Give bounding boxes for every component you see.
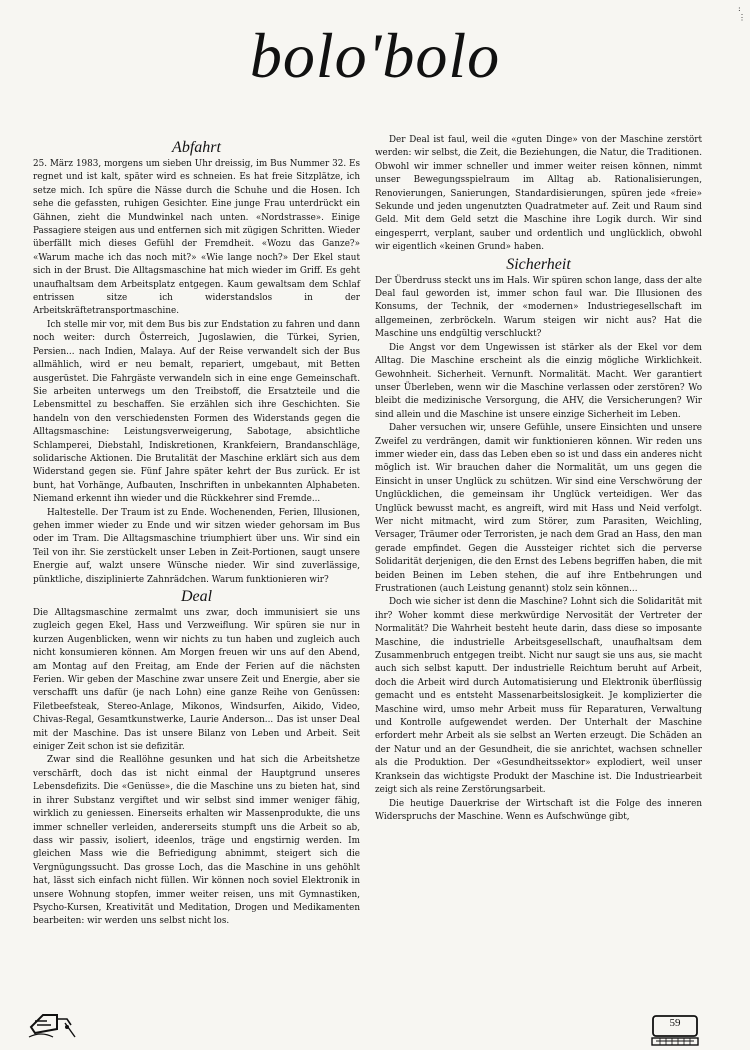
page-title: bolo'bolo [249, 20, 501, 91]
deal-paragraph-2: Zwar sind die Reallöhne gesunken und hat sich die Arbeitshetze verschärft, doch das ist nicht einmal der Hauptgrund unseres Lebensdefizits. Die «Genüsse», die die Maschine uns zu bieten hat, sind in ihrer Substanz vergiftet und wir selbst sind immer weniger fähig, wirklich zu geniessen. Einerseits erhalten wir Massenprodukte, die uns immer schneller verleiden, andererseits stumpft uns die Arbeit so ab, dass wir passiv, isoliert, ideenlos, träge und engstirnig werden. Im gleichen Mass wie die Befriedigung abnimmt, steigert sich die Vergnügungssucht. Das grosse Loch, das die Maschine in uns gehöhlt hat, lässt sich einfach nicht füllen. Wir können noch soviel Elektronik in unsere Wohnung stopfen, immer weiter reisen, uns mit Gymnastiken, Psycho-Kursen, Kreativität und Meditation, Drogen und Medikamenten bearbeiten: wir werden uns selbst nicht los. [33, 755, 360, 927]
heading-deal: Deal [180, 588, 213, 605]
sicherheit-paragraph-3: Daher versuchen wir, unsere Gefühle, unsere Einsichten und unsere Zweifel zu verdrängen, damit wir funktionieren können. Wir reden uns immer wieder ein, dass das Leben eben so ist und dass ein anderes nicht möglich ist. Wir brauchen daher die Normalität, um uns gegen die Einsicht in unser Unglück zu schützen. Wir sind eine Verschwörung der Unglücklichen, die gemeinsam ihr Unglück verteidigen. Wer das Unglück bewusst macht, es angreift, wird mit Hass und Neid verfolgt. Wer nicht mitmacht, wird zum Störer, zum Parasiten, Weichling, Versager, Träumer oder Terroristen, je nach dem Grad an Hass, den man gerade empfindet. Gegen die Aussteiger richtet sich die perverse Solidarität derjenigen, die den Ernst des Lebens begriffen haben, die mit beiden Beinen im Leben stehen, die auf ihre Entbehrungen und Frustrationen (auch Leistung genannt) stolz sein können... [375, 423, 702, 594]
deal-paragraph-3: Der Deal ist faul, weil die «guten Dinge» von der Maschine zerstört werden: wir selbst, die Zeit, die Beziehungen, die Natur, die Traditionen. Obwohl wir immer schneller und immer weiter reisen können, nimmt unser Bewegungsspielraum im Alltag ab. Rationalisierungen, Renovierungen, Sanierungen, Standardisierungen, spüren jede «freie» Sekunde und jeden ungenutzten Quadratmeter auf. Zeit und Raum sind Geld. Mit dem Geld setzt die Maschine ihre Logik durch. Wir sind eingesperrt, verplant, sauber und ordentlich und unglücklich, obwohl wir eigentlich «keinen Grund» haben. [375, 135, 702, 253]
page-number: 59 [669, 1017, 681, 1029]
abfahrt-paragraph-3: Haltestelle. Der Traum ist zu Ende. Wochenenden, Ferien, Illusionen, gehen immer wieder zu Ende und wir sitzen wieder gehorsam im Bus oder im Tram. Die Alltagsmaschine triumphiert über uns. Wir sind ein Teil von ihr. Sie zerstückelt unser Leben in Zeit-Portionen, saugt unsere Energie auf, walzt unsere Wünsche nieder. Wir sind zuverlässige, pünktliche, disziplinierte Zahnrädchen. Warum funktionieren wir? [33, 507, 360, 585]
deal-paragraph-1: Die Alltagsmaschine zermalmt uns zwar, doch immunisiert sie uns zugleich gegen Ekel, Hass und Verzweiflung. Wir spüren sie nur in kurzen Augenblicken, wenn wir nichts zu tun haben und zugleich auch nicht konsumieren können. Am Morgen freuen wir uns auf den Abend, am Montag auf den Freitag, am Ende der Ferien auf die nächsten Ferien. Wir geben der Maschine zwar unsere Zeit und Energie, aber sie verschafft uns dafür (je nach Lohn) eine ganze Reihe von Genüssen: Filetbeefsteak, Stereo-Anlage, Mikonos, Windsurfen, Aikido, Video, Chivas-Regal, Gesamtkunstwerke, Laurie Anderson... Das ist unser Deal mit der Maschine. Das ist unsere Bilanz von Leben und Arbeit. Seit einiger Zeit schon ist sie defizitär. [33, 608, 360, 753]
left-column [33, 138, 360, 929]
margin-marker: : ⋮ [738, 4, 746, 22]
heading-sicherheit: Sicherheit [506, 255, 571, 273]
machine-logo-icon [27, 1007, 79, 1041]
sicherheit-paragraph-4: Doch wie sicher ist denn die Maschine? Lohnt sich die Solidarität mit ihr? Woher kommt diese merkwürdige Nervosität der Vertreter der Normalität? Die Wahrheit besteht heute darin, dass diese so imposante Maschine, die industrielle Arbeitsgesellschaft, unaufhaltsam dem Zusammenbruch entgegen treibt. Nicht nur saugt sie uns aus, sie macht auch sich selbst kaputt. Der industrielle Reichtum beruht auf Arbeit, doch die Arbeit wird durch Automatisierung und Elektronik überflüssig gemacht und es entsteht Massenarbeitslosigkeit. Je komplizierter die Maschine wird, umso mehr Arbeit muss für Reparaturen, Verwaltung und Kontrolle aufgewendet werden. Der Unterhalt der Maschine erfordert mehr Arbeit als sie selbst an Werten erzeugt. Die Schäden an der Natur und an der Gesundheit, die sie anrichtet, wachsen schneller als die Produktion. Der «Gesundheitssektor» explodiert, weil unser Kranksein das wichtigste Produkt der Maschine ist. Die Industriearbeit zeigt sich als reine Zerstörungsarbeit. [375, 597, 702, 796]
right-column [375, 134, 702, 824]
sicherheit-paragraph-2: Die Angst vor dem Ungewissen ist stärker als der Ekel vor dem Alltag. Die Maschine erscheint als die einzig mögliche Wirklichkeit. Gewohnheit. Sicherheit. Vernunft. Normalität. Macht. Wer garantiert unser Überleben, wenn wir die Maschine verlassen oder zerstören? Wo bleibt die medizinische Versorgung, die AHV, die Versicherungen? Wir sind allein und die Maschine ist unsere einzige Sicherheit im Leben. [375, 342, 702, 420]
sicherheit-paragraph-5: Die heutige Dauerkrise der Wirtschaft ist die Folge des inneren Widerspruchs der Maschine. Wenn es Aufschwünge gibt, [375, 798, 702, 822]
sicherheit-paragraph-1: Der Überdruss steckt uns im Hals. Wir spüren schon lange, dass der alte Deal faul geworden ist, immer schon faul war. Die Illusionen des Konsums, der Technik, der «modernen» Industriegesellschaft im allgemeinen, zerbröckeln. Warum steigen wir nicht aus? Hat die Maschine uns endgültig verschluckt? [375, 275, 702, 340]
heading-abfahrt: Abfahrt [172, 139, 221, 156]
abfahrt-paragraph-1: 25. März 1983, morgens um sieben Uhr dreissig, im Bus Nummer 32. Es regnet und ist kalt, später wird es schneien. Es hat freie Sitzplätze, ich setze mich. Ich spüre die Nässe durch die Schuhe und die Hosen. Ich sehe die gefassten, ruhigen Gesichter. Eine junge Frau unterdrückt ein Gähnen, zieht die Mundwinkel nach unten. «Nordstrasse». Einige Passagiere steigen aus und entfernen sich mit zügigen Schritten. Wieder überfällt mich dieses Gefühl der Fremdheit. «Wozu das Ganze?» «Warum mache ich das noch mit?» «Wie lange noch?» Der Ekel staut sich in der Brust. Die Alltagsmaschine hat mich wieder im Griff. Es geht unaufhaltsam dem Arbeitsplatz entgegen. Kaum gewaltsam dem Schlaf entrissen sitze ich widerstandslos in der Arbeitskräftetransportmaschine. [33, 159, 360, 317]
abfahrt-paragraph-2: Ich stelle mir vor, mit dem Bus bis zur Endstation zu fahren und dann noch weiter: durch Österreich, Jugoslawien, die Türkei, Syrien, Persien... nach Indien, Malaya. Auf der Reise verwandelt sich der Bus allmählich, wird er neu bemalt, repariert, umgebaut, mit Betten ausgerüstet. Die Fahrgäste verwandeln sich in eine enge Gemeinschaft. Sie arbeiten unterwegs um den Treibstoff, die Ersatzteile und die Lebensmittel zu beschaffen. Sie erzählen sich ihre Geschichten. Sie handeln von den verschiedensten Formen des Widerstands gegen die Alltagsmaschine: Leistungsverweigerung, Sabotage, absichtliche Schlamperei, Diebstahl, Indiskretionen, Krankfeiern, Brandanschläge, solidarische Aktionen. Die Brutalität der Maschine erklärt sich aus dem Widerstand gegen sie. Fünf Jahre später kehrt der Bus zurück. Er ist bunt, hat Vorhänge, Aufbauten, Inschriften in unbekannten Alphabeten. Niemand erkennt ihn wieder und die Rückkehrer sind Fremde... [33, 319, 360, 505]
